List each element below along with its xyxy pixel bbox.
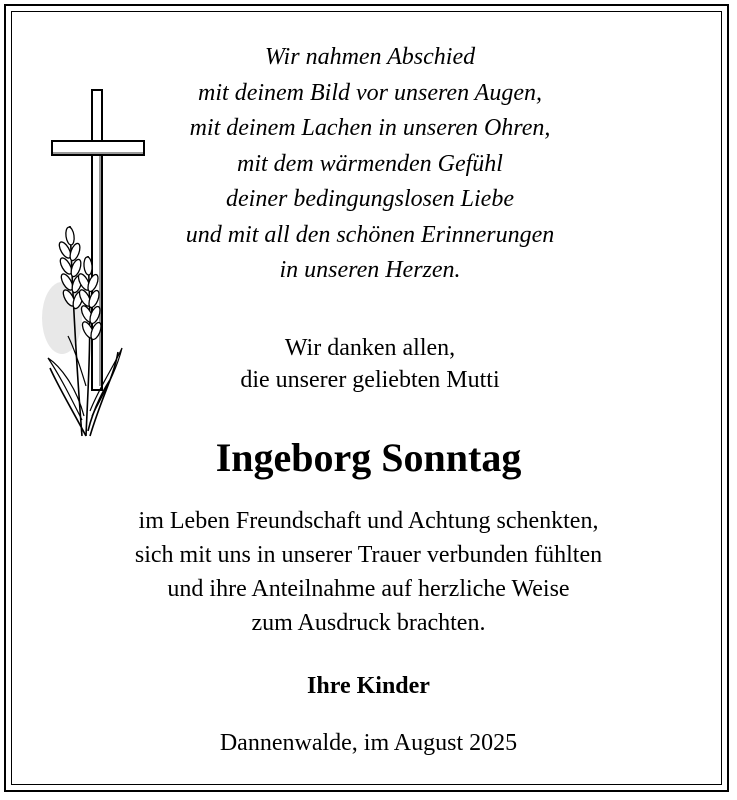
poem-line: deiner bedingungslosen Liebe bbox=[226, 186, 514, 212]
poem-line: mit dem wärmenden Gefühl bbox=[237, 150, 503, 177]
body-line: und ihre Anteilnahme auf herzliche Weise bbox=[167, 576, 570, 602]
poem-line: mit deinem Lachen in unseren Ohren, bbox=[189, 115, 551, 141]
poem-line: und mit all den schönen Erinnerungen bbox=[185, 221, 555, 248]
thanks-line: Wir danken allen, bbox=[284, 335, 456, 361]
body-line: sich mit uns in unserer Trauer verbunden fühlten bbox=[134, 542, 603, 568]
poem-line: Wir nahmen Abschied bbox=[264, 44, 476, 70]
thanks-block bbox=[150, 332, 590, 396]
body-text bbox=[40, 504, 697, 640]
cross-icon bbox=[30, 86, 160, 446]
body-line: zum Ausdruck brachten. bbox=[251, 610, 486, 636]
deceased-name: Ingeborg Sonntag bbox=[215, 435, 522, 480]
poem bbox=[150, 40, 590, 289]
thanks-line: die unserer geliebten Mutti bbox=[240, 367, 500, 393]
place-date: Dannenwalde, im August 2025 bbox=[219, 730, 518, 756]
body-line: im Leben Freundschaft und Achtung schenkten, bbox=[138, 508, 599, 534]
signature: Ihre Kinder bbox=[307, 673, 430, 699]
poem-line: in unseren Herzen. bbox=[279, 257, 461, 283]
poem-line: mit deinem Bild vor unseren Augen, bbox=[198, 79, 542, 106]
